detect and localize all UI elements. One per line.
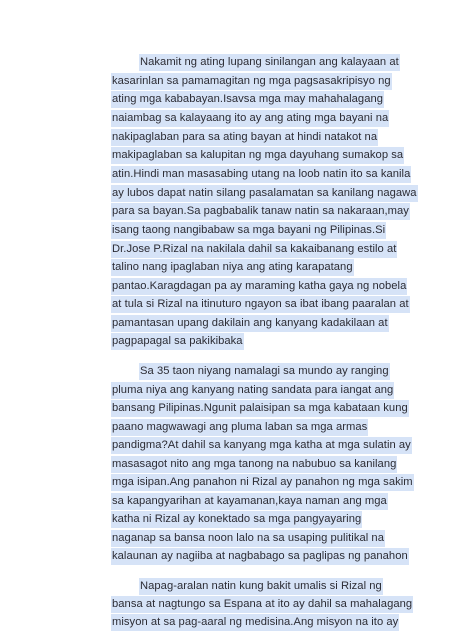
- text-line: atin.Hindi man masasabing utang na loob natin ito sa kanila: [111, 166, 411, 183]
- text-line: Napag-aralan natin kung bakit umalis si Rizal ng: [139, 578, 383, 595]
- text-line: mga isipan.Ang panahon ni Rizal ay panahon ng mga sakim: [111, 474, 414, 491]
- text-line: at tula si Rizal na itinuturo ngayon sa ibat ibang paaralan at: [111, 296, 410, 313]
- text-line: Dr.Jose P.Rizal na nakilala dahil sa kakaibanang estilo at: [111, 241, 397, 258]
- text-line: pagpapagal sa pakikibaka: [111, 333, 244, 350]
- text-line: Nakamit ng ating lupang sinilangan ang kalayaan at: [139, 54, 400, 71]
- text-line: ating mga kababayan.Isavsa mga may mahahalagang: [111, 91, 384, 108]
- text-line: para sa bayan.Sa pagbabalik tanaw natin sa nakaraan,may: [111, 203, 410, 220]
- text-line: naiambag sa kalayaang ito ay ang ating mga bayani na: [111, 110, 389, 127]
- text-line: nakipaglaban para sa ating bayan at hindi natakot na: [111, 129, 378, 146]
- text-line: pantao.Karagdagan pa ay maraming katha gaya ng nobela: [111, 278, 407, 295]
- text-line: kalaunan ay nagiiba at nagbabago sa paglipas ng panahon: [111, 548, 409, 565]
- text-line: bansang Pilipinas.Ngunit palaisipan sa mga kabataan kung: [111, 400, 409, 417]
- text-line: katha ni Rizal ay konektado sa mga pangyayaring: [111, 511, 362, 528]
- text-line: sa kapangyarihan at kayamanan,kaya naman ang mga: [111, 493, 388, 510]
- text-line: isang taong nangibabaw sa mga bayani ng Pilipinas.Si: [111, 222, 386, 239]
- text-line: paano magwawagi ang pluma laban sa mga armas: [111, 419, 368, 436]
- text-line: pandigma?At dahil sa kanyang mga katha at mga sulatin ay: [111, 437, 412, 454]
- text-line: ay lubos dapat natin silang pasalamatan sa kanilang nagawa: [111, 185, 418, 202]
- text-line: pamantasan upang dakilain ang kanyang kadakilaan at: [111, 315, 389, 332]
- text-line: masasagot nito ang mga tanong na nabubuo sa kanilang: [111, 456, 397, 473]
- text-line: pluma niya ang kanyang nating sandata para iangat ang: [111, 382, 394, 399]
- text-line: bansa at nagtungo sa Espana at ito ay dahil sa mahalagang: [111, 596, 413, 613]
- text-line: kasarinlan sa pamamagitan ng mga pagsasakripisyo ng: [111, 73, 392, 90]
- text-line: makipaglaban sa kalupitan ng mga dayuhang sumakop sa: [111, 147, 404, 164]
- text-line: misyon at sa pag-aaral ng medisina.Ang misyon na ito ay: [111, 614, 399, 631]
- text-line: naganap sa bansa noon lalo na sa usaping pulitikal na: [111, 530, 385, 547]
- text-line: Sa 35 taon niyang namalagi sa mundo ay ranging: [139, 363, 390, 380]
- text-line: talino nang ipaglaban niya ang ating karapatang: [111, 259, 354, 276]
